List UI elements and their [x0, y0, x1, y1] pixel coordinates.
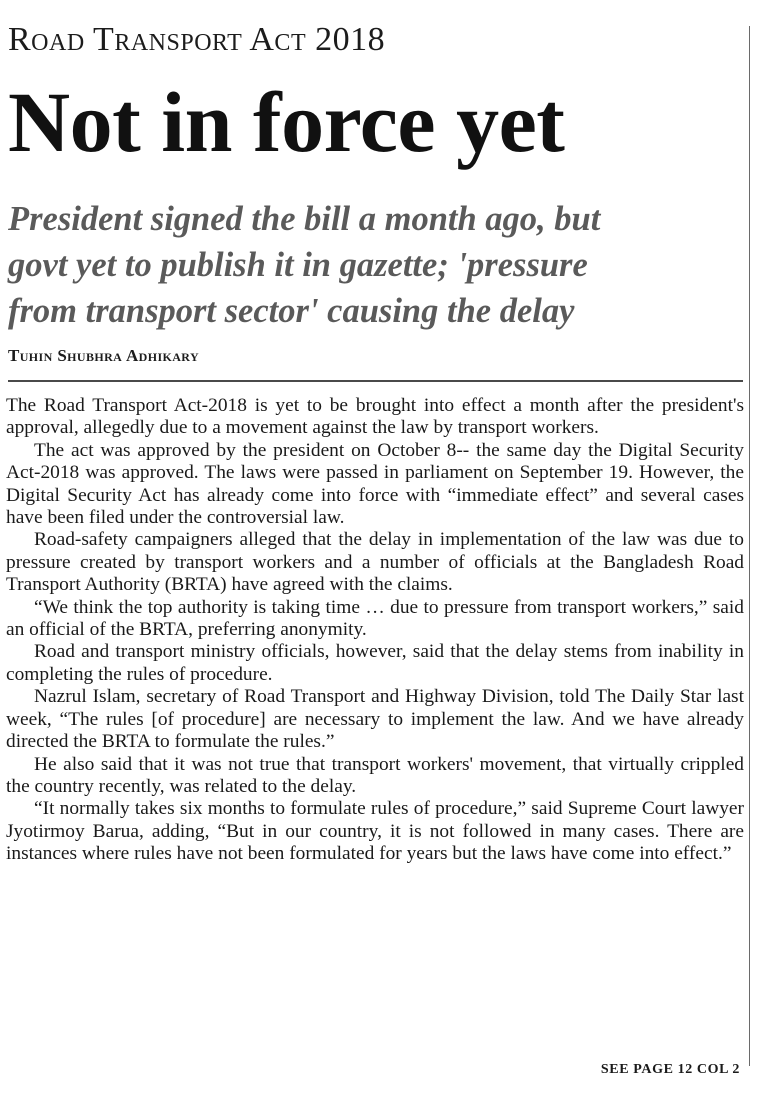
body-paragraph: He also said that it was not true that transport workers' movement, that virtually crippled the country recently, was related to the delay. — [6, 753, 744, 797]
body-paragraph: Nazrul Islam, secretary of Road Transport and Highway Division, told The Daily Star last week, “The rules [of procedure] are necessary to implement the law. And we have already directed the BRTA to formulate the rules.” — [6, 686, 744, 753]
body-paragraph: Road and transport ministry officials, however, said that the delay stems from inability in completing the rules of procedure. — [6, 641, 744, 685]
deck-line: govt yet to publish it in gazette; 'pressure — [8, 246, 588, 284]
body-paragraph: Road-safety campaigners alleged that the delay in implementation of the law was due to pressure created by transport workers and a number of officials at the Bangladesh Road Transport Authority (BRTA) have agreed with the claims. — [6, 529, 744, 596]
continuation-note: SEE PAGE 12 COL 2 — [600, 1062, 740, 1077]
deck-line: President signed the bill a month ago, but — [8, 200, 601, 238]
deck-line: from transport sector' causing the delay — [8, 292, 575, 330]
body-paragraph: “We think the top authority is taking time … due to pressure from transport workers,” said an official of the BRTA, preferring anonymity. — [6, 596, 744, 641]
body-paragraph: The act was approved by the president on October 8-- the same day the Digital Security Act-2018 was approved. The laws were passed in parliament on September 19. However, the Digital Security Act has already come into force with “immediate effect” and several cases have been filed under the controversial law. — [6, 439, 744, 529]
article-kicker: Road Transport Act 2018 — [8, 21, 386, 58]
article-headline: Not in force yet — [8, 74, 565, 170]
body-paragraph: “It normally takes six months to formulate rules of procedure,” said Supreme Court lawyer Jyotirmoy Barua, adding, “But in our country, it is not followed in many cases. There are instances where rules have not been formulated for years but the laws have come into effect.” — [6, 798, 744, 865]
byline-rule — [8, 380, 743, 382]
article-deck — [8, 196, 743, 334]
article-body — [6, 395, 744, 866]
article-byline: Tuhin Shubhra Adhikary — [8, 346, 200, 365]
body-paragraph: The Road Transport Act-2018 is yet to be brought into effect a month after the president's approval, allegedly due to a movement against the law by transport workers. — [6, 395, 744, 439]
column-rule — [749, 26, 750, 1066]
